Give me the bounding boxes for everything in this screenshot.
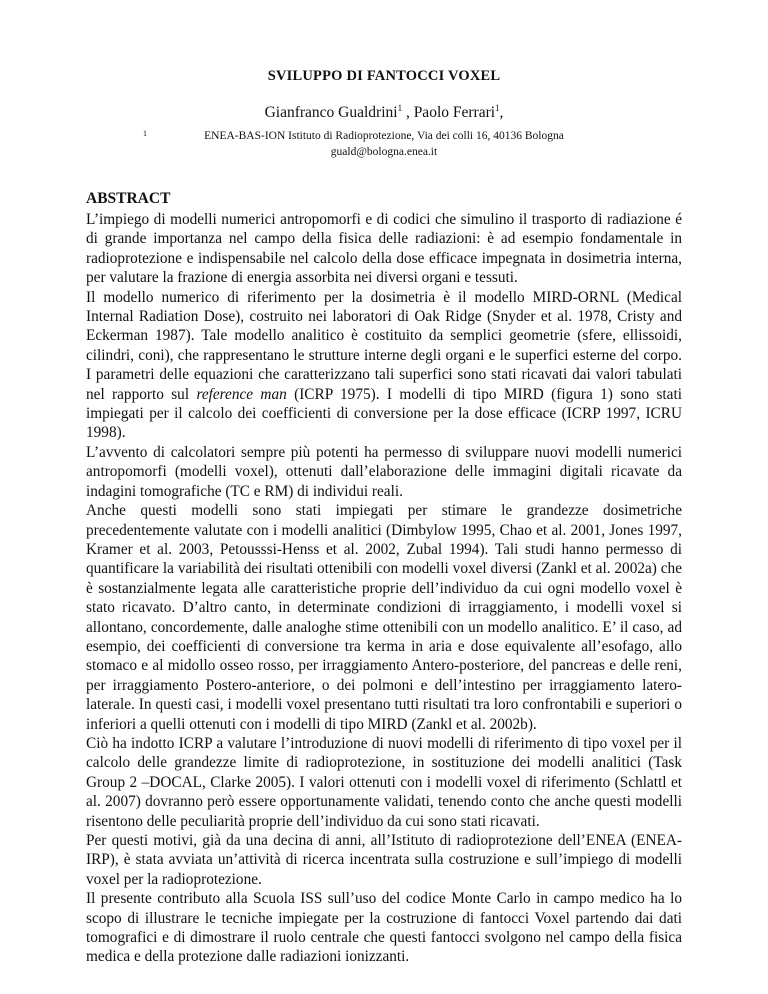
author-separator: , bbox=[402, 104, 414, 121]
affiliation-marker: 1 bbox=[397, 102, 403, 113]
paragraph: L’avvento di calcolatori sempre più potenti ha permesso di sviluppare nuovi modelli numerici antropomorfi (modelli voxel), ottenuti dall’elaborazione delle immagini digitali ricavate da indagini tomografiche (TC e RM) di individui reali. bbox=[86, 443, 682, 500]
abstract-heading: ABSTRACT bbox=[86, 190, 171, 207]
affiliation-block bbox=[0, 128, 768, 160]
paragraph-text: (ICRP 1975). I modelli di tipo MIRD (figura 1) sono stati impiegati per il calcolo dei coefficienti di conversione per la dose efficace (ICRP 1997, ICRU 1998). bbox=[86, 385, 682, 442]
author-trailing-comma: , bbox=[499, 104, 504, 121]
paragraph bbox=[86, 288, 682, 443]
paper-title: SVILUPPO DI FANTOCCI VOXEL bbox=[267, 68, 501, 84]
affiliation-email: guald@bologna.enea.it bbox=[330, 146, 438, 158]
abstract-body bbox=[86, 210, 682, 967]
affiliation-number: 1 bbox=[143, 129, 147, 138]
paragraph: Il presente contributo alla Scuola ISS sull’uso del codice Monte Carlo in campo medico ha lo scopo di illustrare le tecniche impiegate per la costruzione di fantocci Voxel partendo dai dati tomografici e di dimostrare il ruolo centrale che questi fantocci svolgono nel campo della fisica medica e della protezione dalle radiazioni ionizzanti. bbox=[86, 890, 682, 966]
paragraph: Per questi motivi, già da una decina di anni, all’Istituto di radioprotezione dell’ENEA (ENEA-IRP), è stata avviata un’attività di ricerca incentrata sulla costruzione e sull’impiego di modelli voxel per la radioprotezione. bbox=[86, 832, 682, 888]
author-name: Gianfranco Gualdrini bbox=[264, 104, 398, 121]
author-line bbox=[0, 104, 768, 122]
paragraph-text: Il modello numerico di riferimento per la dosimetria è il modello MIRD-ORNL (Medical Internal Radiation Dose), costruito nei laboratori di Oak Ridge (Snyder et al. 1978, Cristy and Eckerman 1987). Tale modello analitico è costituito da semplici geometrie (sfere, ellissoidi, cilindri, coni), che rappresentano le strutture interne degli organi e le superfici esterne del corpo. I parametri delle equazioni che caratterizzano tali superfici sono stati ricavati dai valori tabulati nel rapporto sul bbox=[86, 288, 682, 403]
paragraph: Ciò ha indotto ICRP a valutare l’introduzione di nuovi modelli di riferimento di tipo voxel per il calcolo delle grandezze limite di radioprotezione, in sostituzione dei modelli analitici (Task Group 2 –DOCAL, Clarke 2005). I valori ottenuti con i modelli voxel di riferimento (Schlattl et al. 2007) dovranno però essere opportunamente validati, tenendo conto che anche questi modelli risentono delle peculiarità proprie dell’individuo da cui sono stati ricavati. bbox=[86, 734, 682, 830]
affiliation-address: ENEA-BAS-ION Istituto di Radioprotezione, Via dei colli 16, 40136 Bologna bbox=[204, 130, 564, 142]
paragraph-italic-term: reference man bbox=[196, 385, 287, 403]
author-name: Paolo Ferrari bbox=[413, 104, 496, 121]
affiliation-marker: 1 bbox=[495, 102, 500, 113]
paragraph: Anche questi modelli sono stati impiegati per stimare le grandezze dosimetriche precedentemente valutate con i modelli analitici (Dimbylow 1995, Chao et al. 2001, Jones 1997, Kramer et al. 2003, Petousssi-Henss et al. 2002, Zubal 1994). Tali studi hanno permesso di quantificare la variabilità dei risultati ottenibili con modelli voxel diversi (Zankl et al. 2002a) che è sostanzialmente legata alle caratteristiche proprie dell’individuo da cui ogni modello voxel è stato ricavato. D’altro canto, in determinate condizioni di irraggiamento, i modelli voxel si allontano, concordemente, dalle analoghe stime ottenibili con un modello analitico. E’ il caso, ad esempio, dei coefficienti di conversione tra kerma in aria e dose equivalente all’esofago, allo stomaco e al midollo osseo rosso, per irraggiamento Antero-posteriore, del pancreas e delle reni, per irraggiamento Postero-anteriore, o dei polmoni e dell’intestino per irraggiamento latero-laterale. In questi casi, i modelli voxel presentano tutti risultati tra loro confrontabili e superiori o inferiori a quelli ottenuti con i modelli di tipo MIRD (Zankl et al. 2002b). bbox=[86, 502, 682, 733]
paragraph: L’impiego di modelli numerici antropomorfi e di codici che simulino il trasporto di radiazione é di grande importanza nel campo della fisica delle radiazioni: è ad esempio fondamentale in radioprotezione e indispensabile nel calcolo della dose efficace impegnata in dosimetria interna, per valutare la frazione di energia assorbita nei diversi organi e tessuti. bbox=[86, 211, 682, 287]
